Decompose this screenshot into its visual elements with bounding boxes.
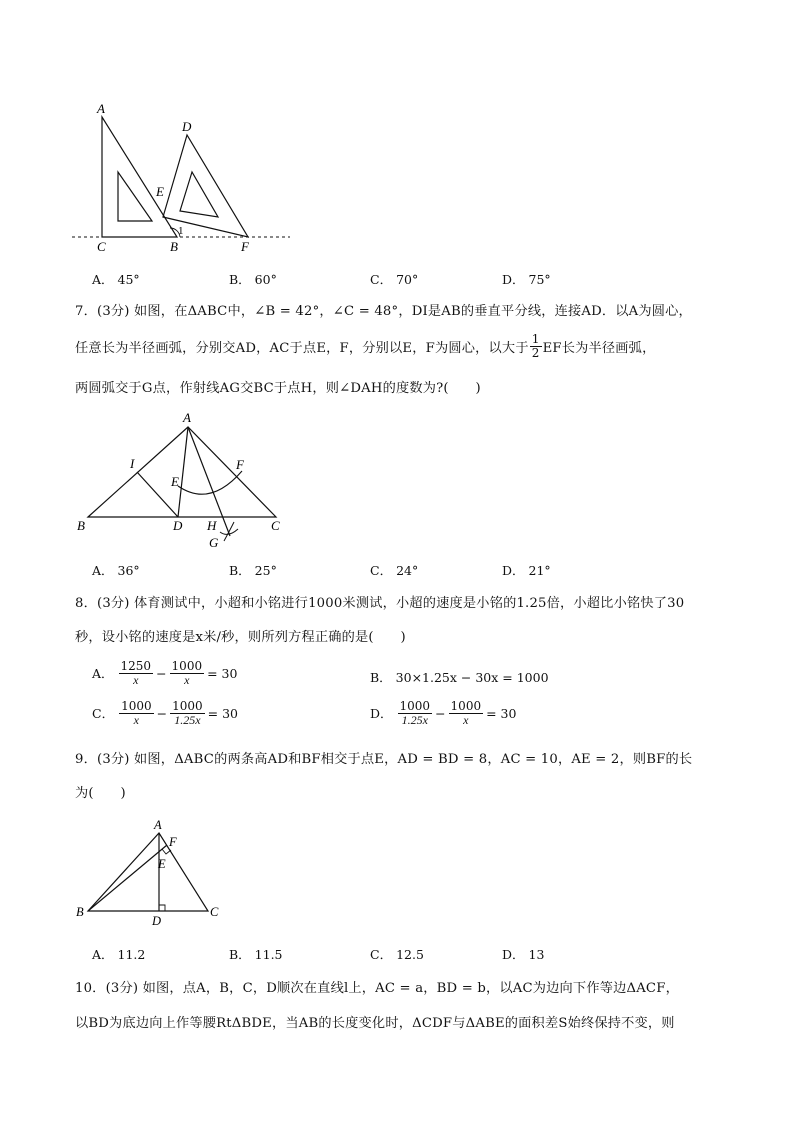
q6-option-b[interactable]: B． 60° xyxy=(229,272,277,287)
q9-line-2: 为( ) xyxy=(75,786,126,801)
q6-inner-triangle-2 xyxy=(180,172,218,217)
q6-label-e: E xyxy=(156,184,164,199)
q7-label-d: D xyxy=(173,518,183,533)
q10-line-1: 10．(3分) 如图，点A，B，C，D顺次在直线l上，AC = a，BD = b，以AC为边向下作等边ΔACF， xyxy=(75,981,679,996)
q7-fraction-half: $\frac{1}{2}$ xyxy=(531,332,540,360)
q6-label-d: D xyxy=(182,119,192,134)
q7-option-d[interactable]: D． 21° xyxy=(502,563,551,578)
q6-label-c: C xyxy=(97,239,106,254)
q6-label-a: A xyxy=(97,101,105,116)
q6-label-b: B xyxy=(170,239,178,254)
q9-label-c: C xyxy=(210,905,219,919)
q6-inner-triangle-1 xyxy=(118,172,152,221)
q9-option-d[interactable]: D． 13 xyxy=(502,947,545,962)
q6-option-c[interactable]: C． 70° xyxy=(370,272,419,287)
q7-line-2: 任意长为半径画弧，分别交AD，AC于点E，F，分别以E，F为圆心，以大于 $\frac{1}{2}$ EF长为半径画弧， xyxy=(75,332,656,360)
q6-label-f: F xyxy=(241,239,249,254)
q7-option-c[interactable]: C． 24° xyxy=(370,563,419,578)
q7-option-a[interactable]: A． 36° xyxy=(92,563,140,578)
q7-triangle-abc xyxy=(88,427,276,517)
q7-option-b[interactable]: B． 25° xyxy=(229,563,277,578)
q9-right-angle-d xyxy=(159,905,165,911)
q7-label-a: A xyxy=(183,410,191,425)
q9-label-f: F xyxy=(169,835,177,849)
q9-label-a: A xyxy=(154,818,162,832)
q8-option-b[interactable]: B． 30×1.25x − 30x = 1000 xyxy=(370,669,549,685)
q8-option-a[interactable]: A． $\frac{1250}{x}$ − $\frac{1000}{x}$ = 30 xyxy=(92,659,238,687)
q9-label-e: E xyxy=(158,857,166,871)
q7-label-e: E xyxy=(171,474,179,489)
q7-label-g: G xyxy=(209,535,219,550)
q7-label-h: H xyxy=(207,518,217,533)
q7-label-f: F xyxy=(236,457,244,472)
q7-line-1: 7．(3分) 如图，在ΔABC中，∠B = 42°，∠C = 48°，DI是AB的垂直平分线，连接AD．以A为圆心， xyxy=(75,304,692,319)
q9-figure xyxy=(70,818,230,930)
q9-option-b[interactable]: B． 11.5 xyxy=(229,947,283,962)
q7-figure xyxy=(70,408,300,553)
q6-triangle-def xyxy=(163,135,248,237)
q6-label-1: 1 xyxy=(178,225,184,237)
q6-option-a[interactable]: A． 45° xyxy=(92,272,140,287)
q6-figure xyxy=(70,100,300,255)
q8-line-2: 秒，设小铭的速度是x米/秒，则所列方程正确的是( ) xyxy=(75,630,406,645)
q7-label-i: I xyxy=(130,456,135,471)
q8-option-c[interactable]: C． $\frac{1000}{x}$ − $\frac{1000}{1.25x}$ = 30 xyxy=(92,699,238,727)
q10-line-2: 以BD为底边向上作等腰RtΔBDE，当AB的长度变化时，ΔCDF与ΔABE的面积差S始终保持不变，则 xyxy=(75,1016,675,1031)
q9-option-a[interactable]: A． 11.2 xyxy=(92,947,146,962)
q8-line-1: 8．(3分) 体育测试中，小超和小铭进行1000米测试，小超的速度是小铭的1.25倍，小超比小铭快了30 xyxy=(75,596,685,611)
q9-label-d: D xyxy=(152,914,162,928)
q6-option-d[interactable]: D． 75° xyxy=(502,272,551,287)
q7-label-c: C xyxy=(271,518,280,533)
q7-label-b: B xyxy=(77,518,85,533)
q9-label-b: B xyxy=(76,905,84,919)
q7-segment-ad xyxy=(178,427,188,517)
q9-line-1: 9．(3分) 如图，ΔABC的两条高AD和BF相交于点E，AD = BD = 8，AC = 10，AE = 2，则BF的长 xyxy=(75,752,693,767)
q9-altitude-bf xyxy=(88,845,167,911)
q9-option-c[interactable]: C． 12.5 xyxy=(370,947,424,962)
q9-triangle-abc xyxy=(88,833,208,911)
q8-option-d[interactable]: D． $\frac{1000}{1.25x}$ − $\frac{1000}{x}$ = 30 xyxy=(370,699,517,727)
q7-line-3: 两圆弧交于G点，作射线AG交BC于点H，则∠DAH的度数为?( ) xyxy=(75,381,481,396)
q6-triangle-abc xyxy=(102,117,177,237)
